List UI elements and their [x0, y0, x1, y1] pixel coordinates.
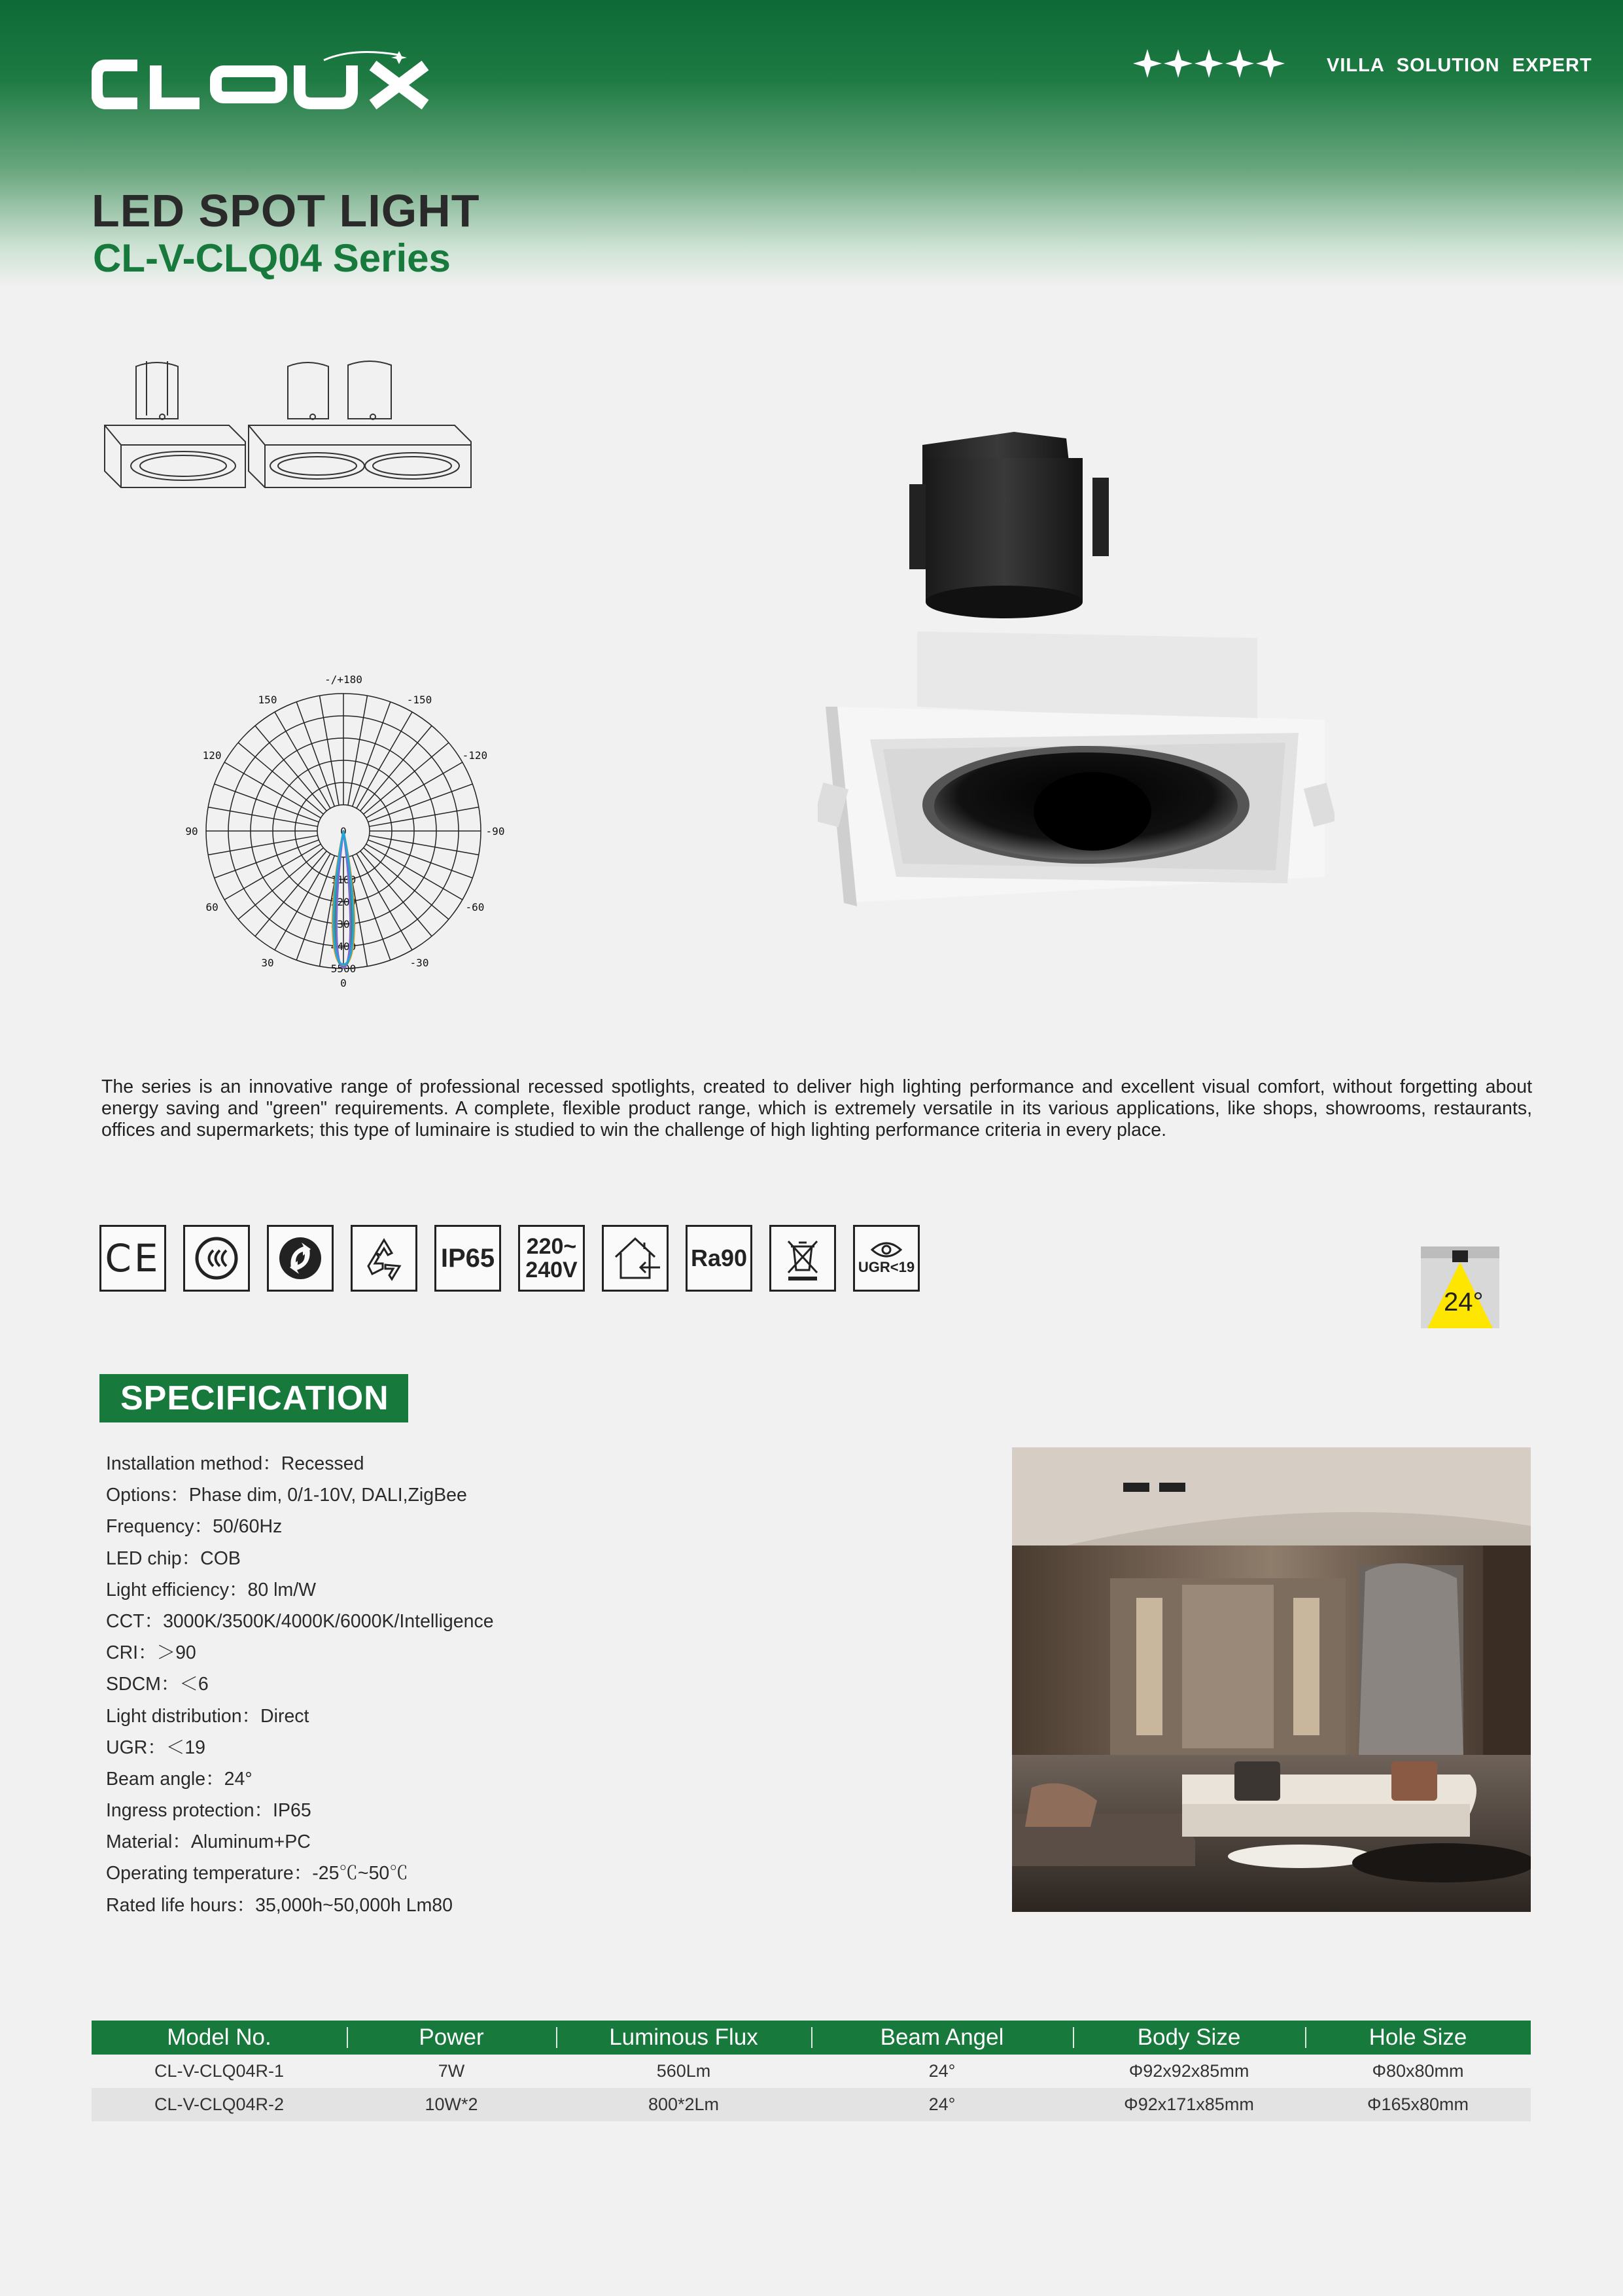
cloux-logo — [92, 51, 484, 116]
ip65-icon: IP65 — [434, 1225, 501, 1292]
spec-sdcm: SDCM：＜6 — [106, 1674, 209, 1695]
polar-angle-label: 60 — [205, 901, 218, 913]
cell-hole-size: Φ80x80mm — [1372, 2061, 1464, 2081]
col-body-size: Body Size — [1073, 2021, 1305, 2055]
spec-life-hours: Rated life hours：35,000h~50,000h Lm80 — [106, 1894, 453, 1916]
polar-spoke — [353, 702, 391, 807]
cell-power: 7W — [438, 2061, 465, 2081]
polar-spoke — [368, 840, 473, 878]
cell-body-size: Φ92x92x85mm — [1128, 2061, 1249, 2081]
polar-spoke — [255, 851, 326, 936]
model-table — [92, 2021, 1531, 2121]
specification-heading: SPECIFICATION — [99, 1374, 408, 1422]
ccc-mark-icon — [183, 1225, 250, 1292]
polar-spoke — [238, 848, 323, 919]
polar-intensity-label: 3300 — [330, 918, 357, 930]
cell-model: CL-V-CLQ04R-2 — [92, 2088, 347, 2121]
spec-beam-angle: Beam angle：24° — [106, 1768, 253, 1790]
polar-spoke — [208, 807, 317, 827]
polar-intensity-label: 1100 — [330, 874, 357, 886]
polar-spoke — [320, 696, 340, 805]
polar-spoke — [364, 848, 449, 919]
polar-spoke — [360, 726, 432, 811]
polar-spoke — [296, 702, 334, 807]
spec-installation: Installation method：Recessed — [106, 1453, 364, 1474]
cell-hole-size: Φ165x80mm — [1305, 2088, 1531, 2121]
polar-angle-label: 0 — [340, 977, 347, 989]
polar-angle-label: 120 — [202, 749, 222, 762]
polar-angle-label: -/+180 — [324, 673, 362, 686]
col-beam: Beam Angel — [811, 2021, 1073, 2055]
spec-efficiency: Light efficiency：80 lm/W — [106, 1579, 317, 1600]
product-line-drawing — [92, 353, 484, 510]
beam-angle-label: 24° — [1444, 1288, 1484, 1316]
spec-ugr: UGR：＜19 — [106, 1737, 206, 1758]
col-power: Power — [347, 2021, 556, 2055]
spec-temperature: Operating temperature：-25℃~50℃ — [106, 1863, 408, 1884]
polar-intensity-label: 0 — [340, 825, 347, 838]
spec-frequency: Frequency：50/60Hz — [106, 1516, 283, 1538]
certification-row — [99, 1225, 924, 1297]
weee-bin-icon — [769, 1225, 836, 1292]
product-image — [818, 419, 1335, 923]
polar-spoke — [353, 856, 391, 961]
specification-list — [106, 1448, 891, 1921]
polar-angle-label: 90 — [185, 825, 198, 838]
polar-intensity-label: 4400 — [330, 940, 357, 953]
interior-application-photo — [1012, 1447, 1531, 1912]
table-row — [92, 2088, 1531, 2121]
spec-material: Material：Aluminum+PC — [106, 1831, 311, 1853]
polar-spoke — [215, 784, 319, 822]
polar-intensity-label: 2200 — [330, 896, 357, 908]
cell-model: CL-V-CLQ04R-1 — [154, 2061, 285, 2081]
ra90-icon: Ra90 — [686, 1225, 752, 1292]
spec-distribution: Light distribution：Direct — [106, 1705, 309, 1727]
polar-spoke — [369, 807, 478, 827]
polar-angle-label: -120 — [462, 749, 488, 762]
indoor-house-icon — [602, 1225, 669, 1292]
col-hole-size: Hole Size — [1305, 2021, 1531, 2055]
spec-cri: CRI：＞90 — [106, 1642, 196, 1664]
five-stars-icon — [1132, 47, 1289, 80]
cell-power: 10W*2 — [347, 2088, 556, 2121]
cell-body-size: Φ92x171x85mm — [1073, 2088, 1305, 2121]
voltage-icon: 220~ 240V — [518, 1225, 585, 1292]
polar-angle-label: 150 — [258, 694, 277, 707]
polar-spoke — [368, 784, 473, 822]
polar-spoke — [364, 743, 449, 814]
product-description: The series is an innovative range of professional recessed spotlights, created to deliver high lighting performance and excellent visual comfort, without forgetting about energy saving and "green" requirements. A complete, flexible product range, which is extremely versatile in its various applications, like shops, showrooms, restaurants, offices and supermarkets; this type of luminaire is studied to win the challenge of high lighting performance criteria in every place. — [101, 1076, 1532, 1140]
cell-flux: 800*2Lm — [556, 2088, 811, 2121]
table-header-row — [92, 2021, 1531, 2055]
polar-spoke — [208, 836, 317, 855]
tagline: VILLA SOLUTION EXPERT — [1327, 55, 1592, 76]
polar-spoke — [369, 836, 478, 855]
polar-angle-label: -60 — [465, 901, 485, 913]
spec-cct: CCT：3000K/3500K/4000K/6000K/Intelligence — [106, 1610, 494, 1632]
col-flux: Luminous Flux — [556, 2021, 811, 2055]
polar-angle-label: -90 — [485, 825, 505, 838]
cell-beam: 24° — [928, 2061, 956, 2081]
product-title: LED SPOT LIGHT — [92, 185, 480, 236]
polar-spoke — [296, 856, 334, 961]
polar-spoke — [215, 840, 319, 878]
ce-mark-icon: CE — [99, 1225, 166, 1292]
polar-angle-label: -30 — [410, 956, 429, 969]
polar-spoke — [238, 743, 323, 814]
spec-options: Options：Phase dim, 0/1-10V, DALI,ZigBee — [106, 1485, 467, 1506]
polar-spoke — [348, 696, 368, 805]
polar-angle-label: -150 — [406, 694, 432, 707]
recycle-icon — [351, 1225, 417, 1292]
green-dot-icon — [267, 1225, 334, 1292]
spec-ingress: Ingress protection：IP65 — [106, 1800, 311, 1822]
table-row — [92, 2055, 1531, 2088]
polar-spoke — [360, 851, 432, 936]
ugr-icon: UGR<19 — [853, 1225, 920, 1292]
cell-flux: 560Lm — [656, 2061, 711, 2081]
col-model: Model No. — [167, 2024, 271, 2050]
polar-spoke — [255, 726, 326, 811]
product-series: CL-V-CLQ04 Series — [93, 236, 451, 280]
polar-intensity-label: 5500 — [330, 963, 357, 975]
polar-distribution-chart — [167, 671, 520, 1001]
polar-angle-label: 30 — [261, 956, 274, 969]
cell-beam: 24° — [811, 2088, 1073, 2121]
spec-led-chip: LED chip：COB — [106, 1547, 241, 1569]
